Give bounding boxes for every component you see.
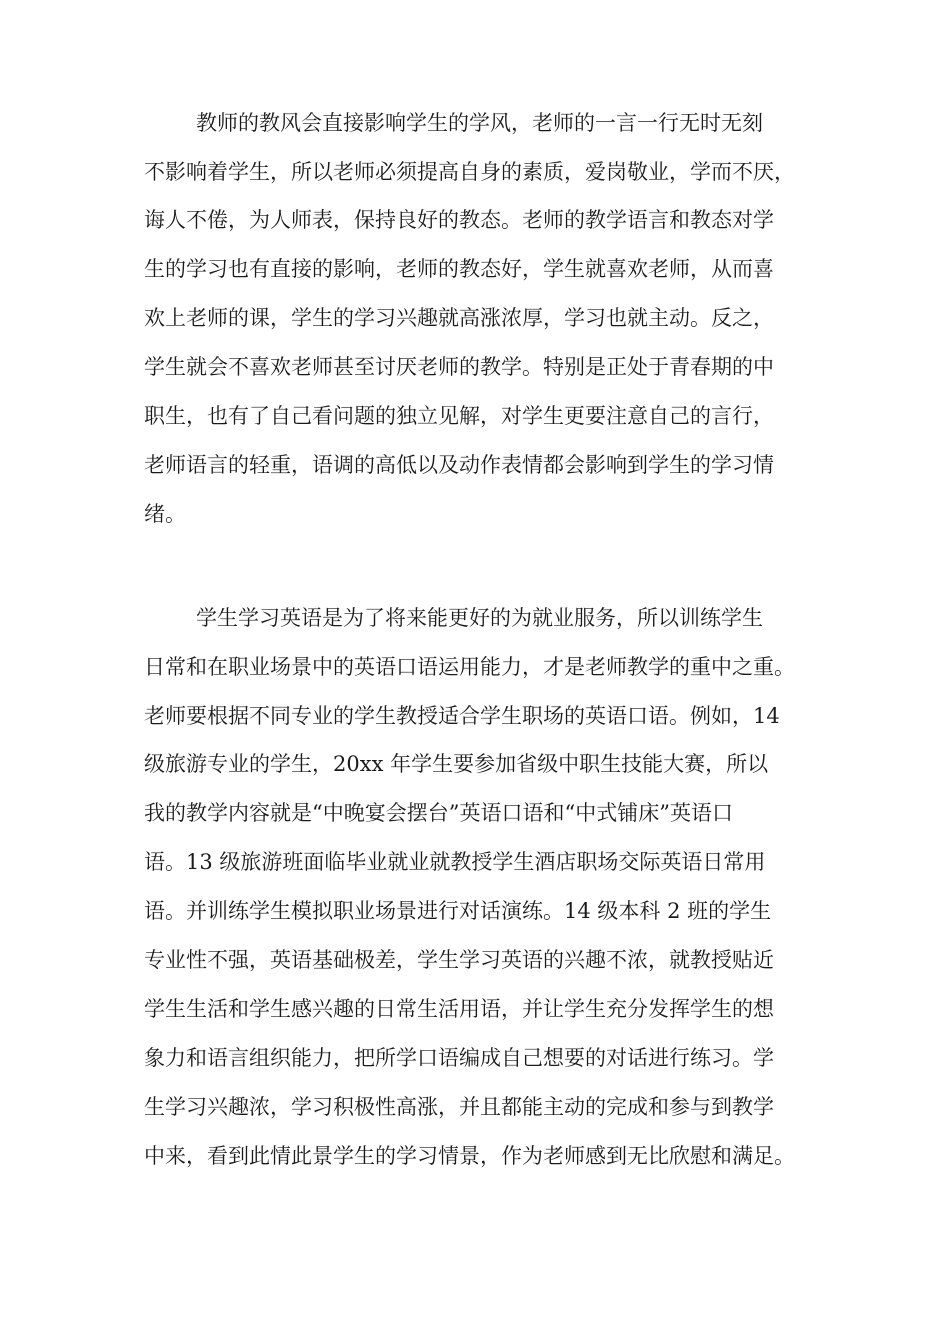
paragraph-1-line-8: 老师语言的轻重，语调的高低以及动作表情都会影响到学生的学习情 — [144, 453, 774, 477]
paragraph-2-line-10: 象力和语言组织能力，把所学口语编成自己想要的对话进行练习。学 — [144, 1046, 774, 1070]
paragraph-1-line-7: 职生，也有了自己看问题的独立见解，对学生更要注意自己的言行， — [144, 404, 774, 428]
paragraph-2-line-5: 我的教学内容就是“中晚宴会摆台”英语口语和“中式铺床”英语口 — [144, 801, 733, 825]
paragraph-1-line-1: 教师的教风会直接影响学生的学风，老师的一言一行无时无刻 — [196, 111, 763, 135]
paragraph-1-line-3: 诲人不倦，为人师表，保持良好的教态。老师的教学语言和教态对学 — [144, 208, 774, 232]
paragraph-2-line-2: 日常和在职业场景中的英语口语运用能力，才是老师教学的重中之重。 — [144, 655, 795, 679]
paragraph-1-line-9: 绪。 — [144, 502, 186, 526]
paragraph-2-line-7: 语。并训练学生模拟职业场景进行对话演练。14 级本科 2 班的学生 — [144, 899, 772, 923]
paragraph-1-line-5: 欢上老师的课，学生的学习兴趣就高涨浓厚，学习也就主动。反之， — [144, 306, 774, 330]
paragraph-2-line-6: 语。13 级旅游班面临毕业就业就教授学生酒店职场交际英语日常用 — [144, 850, 766, 874]
paragraph-2-line-3: 老师要根据不同专业的学生教授适合学生职场的英语口语。例如，14 — [144, 704, 780, 728]
paragraph-1-line-2: 不影响着学生，所以老师必须提高自身的素质，爱岗敬业，学而不厌， — [144, 160, 795, 184]
paragraph-2-line-4: 级旅游专业的学生，20xx 年学生要参加省级中职生技能大赛，所以 — [144, 752, 769, 776]
paragraph-2-line-8: 专业性不强，英语基础极差，学生学习英语的兴趣不浓，就教授贴近 — [144, 948, 774, 972]
paragraph-1-line-6: 学生就会不喜欢老师甚至讨厌老师的教学。特别是正处于青春期的中 — [144, 355, 774, 379]
paragraph-2-line-12: 中来，看到此情此景学生的学习情景，作为老师感到无比欣慰和满足。 — [144, 1144, 795, 1168]
paragraph-2-line-11: 生学习兴趣浓，学习积极性高涨，并且都能主动的完成和参与到教学 — [144, 1095, 774, 1119]
paragraph-1-line-4: 生的学习也有直接的影响，老师的教态好，学生就喜欢老师，从而喜 — [144, 257, 774, 281]
paragraph-2-line-1: 学生学习英语是为了将来能更好的为就业服务，所以训练学生 — [196, 606, 763, 630]
paragraph-2-line-9: 学生生活和学生感兴趣的日常生活用语，并让学生充分发挥学生的想 — [144, 997, 774, 1021]
